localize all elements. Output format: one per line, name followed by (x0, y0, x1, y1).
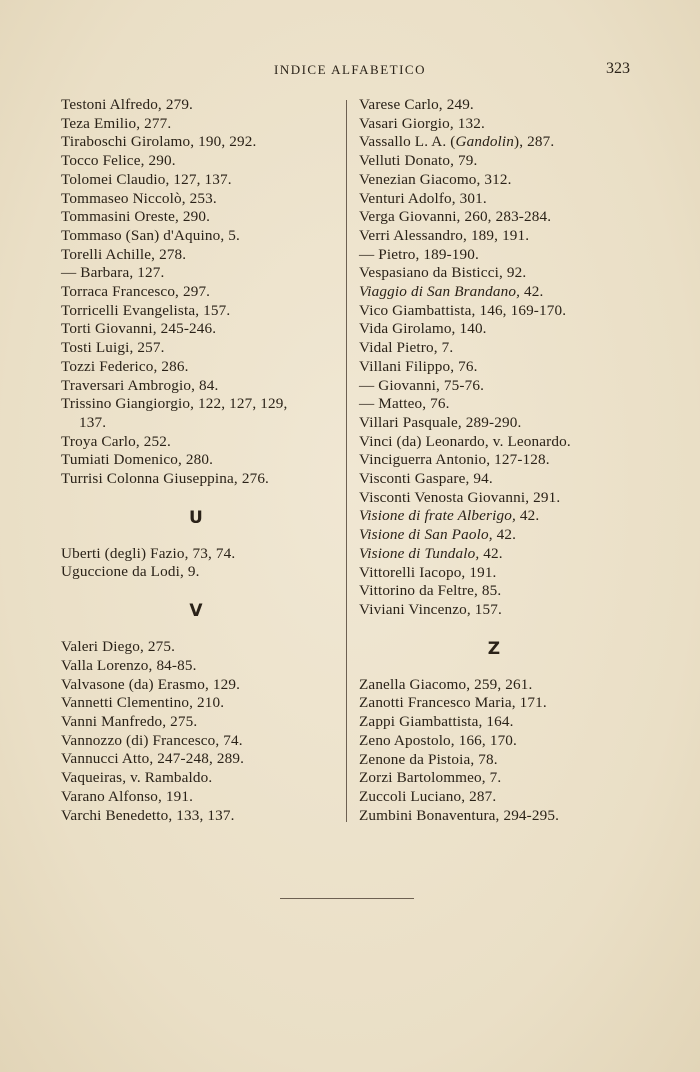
index-entry: Viviani Vincenzo, 157. (359, 600, 502, 618)
index-entry: Torti Giovanni, 245-246. (61, 320, 217, 338)
index-entry: Velluti Donato, 79. (359, 152, 478, 170)
index-entry: Vico Giambattista, 146, 169-170. (359, 301, 567, 319)
index-entry: Torelli Achille, 278. (61, 245, 187, 263)
index-entry: Tommaseo Niccolò, 253. (61, 189, 217, 207)
index-entry: Zenone da Pistoia, 78. (359, 750, 498, 768)
index-entry: Vannetti Clementino, 210. (61, 694, 225, 712)
entries-v3 (359, 302, 649, 508)
index-entry: Vanni Manfredo, 275. (61, 712, 198, 730)
index-entry: Varchi Benedetto, 133, 137. (61, 806, 235, 824)
entry-italic: Visione di San Paolo, (359, 526, 493, 544)
entry-italic: Visione di frate Alberigo, (359, 507, 516, 525)
index-entry: Vidal Pietro, 7. (359, 339, 454, 357)
index-entry: Zanella Giacomo, 259, 261. (359, 675, 533, 693)
index-entry: Vaqueiras, v. Rambaldo. (61, 769, 213, 787)
entry-italic: Viaggio di San Brandano, (359, 283, 521, 301)
index-entry: Visconti Gaspare, 94. (359, 470, 493, 488)
index-entry-visione-tundalo (359, 545, 649, 564)
index-entry: — Barbara, 127. (61, 264, 165, 282)
index-entry: Vida Girolamo, 140. (359, 320, 487, 338)
index-entry: Verga Giovanni, 260, 283-284. (359, 208, 552, 226)
entry-text: ), 287. (514, 133, 555, 151)
index-entry: Vinciguerra Antonio, 127-128. (359, 451, 550, 469)
entries-v4 (359, 564, 649, 620)
entries-t (61, 96, 341, 395)
index-entry: Tolomei Claudio, 127, 137. (61, 170, 232, 188)
index-entry: Teza Emilio, 277. (61, 114, 172, 132)
entry-text: 42. (492, 526, 517, 544)
index-entry: Tozzi Federico, 286. (61, 357, 189, 375)
index-entry: Testoni Alfredo, 279. (61, 96, 194, 113)
entries-v2 (359, 152, 649, 283)
index-entry: Visconti Venosta Giovanni, 291. (359, 488, 561, 506)
index-entry: Vasari Giorgio, 132. (359, 114, 485, 132)
index-entry: Vittorelli Iacopo, 191. (359, 563, 497, 581)
index-entry-visione-paolo (359, 526, 649, 545)
index-entry: Vannozzo (di) Francesco, 74. (61, 731, 243, 749)
entries-v1 (359, 96, 649, 133)
entry-italic: Gandolin (455, 133, 515, 151)
entry-text: Vassallo L. A. ( (359, 133, 456, 151)
entries-v (61, 638, 341, 825)
index-entry: Turrisi Colonna Giuseppina, 276. (61, 470, 270, 488)
index-entry: Villari Pasquale, 289-290. (359, 413, 522, 431)
index-entry-vassallo (359, 133, 649, 152)
footer-rule (280, 898, 414, 899)
index-entry: Traversari Ambrogio, 84. (61, 376, 219, 394)
page-number: 323 (606, 60, 630, 77)
index-entry: Valeri Diego, 275. (61, 638, 176, 656)
index-entry: Tocco Felice, 290. (61, 152, 176, 170)
index-entry: Zeno Apostolo, 166, 170. (359, 731, 518, 749)
index-entry: Varese Carlo, 249. (359, 96, 474, 113)
index-entry: Vespasiano da Bisticci, 92. (359, 264, 527, 282)
entries-z (359, 676, 649, 826)
right-column (359, 96, 649, 825)
index-entry: Vinci (da) Leonardo, v. Leonardo. (359, 432, 571, 450)
index-entry: — Giovanni, 75-76. (359, 376, 485, 394)
column-divider (346, 100, 347, 822)
index-entry: Villani Filippo, 76. (359, 357, 478, 375)
index-entry: Troya Carlo, 252. (61, 432, 171, 450)
index-entry-viaggio (359, 283, 649, 302)
entries-t2 (61, 433, 341, 489)
entry-italic: Visione di Tundalo, (359, 544, 480, 562)
index-entry: Torricelli Evangelista, 157. (61, 301, 231, 319)
index-entry: Tumiati Domenico, 280. (61, 451, 214, 469)
entry-text: 42. (479, 544, 503, 562)
entry-continuation: 137. (79, 413, 107, 431)
index-entry: Tiraboschi Girolamo, 190, 292. (61, 133, 257, 151)
index-entry-visione-alberigo (359, 507, 649, 526)
index-entry: Verri Alessandro, 189, 191. (359, 226, 530, 244)
entry-text: 42. (515, 507, 540, 525)
index-entry: — Pietro, 189-190. (359, 245, 479, 263)
entries-u (61, 545, 341, 582)
section-letter-z: Z (487, 638, 501, 659)
index-entry: Zorzi Bartolommeo, 7. (359, 769, 502, 787)
running-title: INDICE ALFABETICO (273, 62, 426, 77)
index-entry: — Matteo, 76. (359, 395, 450, 413)
index-entry: Zanotti Francesco Maria, 171. (359, 694, 547, 712)
index-entry: Torraca Francesco, 297. (61, 283, 211, 301)
index-entry: Uguccione da Lodi, 9. (61, 563, 200, 581)
index-entry-trissino (61, 395, 341, 432)
index-entry: Zappi Giambattista, 164. (359, 713, 514, 731)
index-entry: Tosti Luigi, 257. (61, 339, 165, 357)
index-entry: Venezian Giacomo, 312. (359, 170, 512, 188)
index-entry: Vittorino da Feltre, 85. (359, 582, 502, 600)
index-entry: Varano Alfonso, 191. (61, 787, 194, 805)
section-letter-u: U (189, 507, 203, 528)
index-entry: Tommasini Oreste, 290. (61, 208, 211, 226)
index-entry: Tommaso (San) d'Aquino, 5. (61, 226, 240, 244)
entry-text: Trissino Giangiorgio, 122, 127, 129, (61, 395, 288, 413)
left-column (61, 96, 341, 825)
index-entry: Valvasone (da) Erasmo, 129. (61, 675, 241, 693)
index-entry: Vannucci Atto, 247-248, 289. (61, 750, 245, 768)
index-entry: Venturi Adolfo, 301. (359, 189, 487, 207)
index-entry: Zuccoli Luciano, 287. (359, 787, 497, 805)
index-entry: Zumbini Bonaventura, 294-295. (359, 806, 560, 824)
section-letter-v: V (189, 601, 203, 622)
index-entry: Valla Lorenzo, 84-85. (61, 656, 197, 674)
index-entry: Uberti (degli) Fazio, 73, 74. (61, 544, 236, 562)
entry-text: 42. (520, 283, 544, 301)
